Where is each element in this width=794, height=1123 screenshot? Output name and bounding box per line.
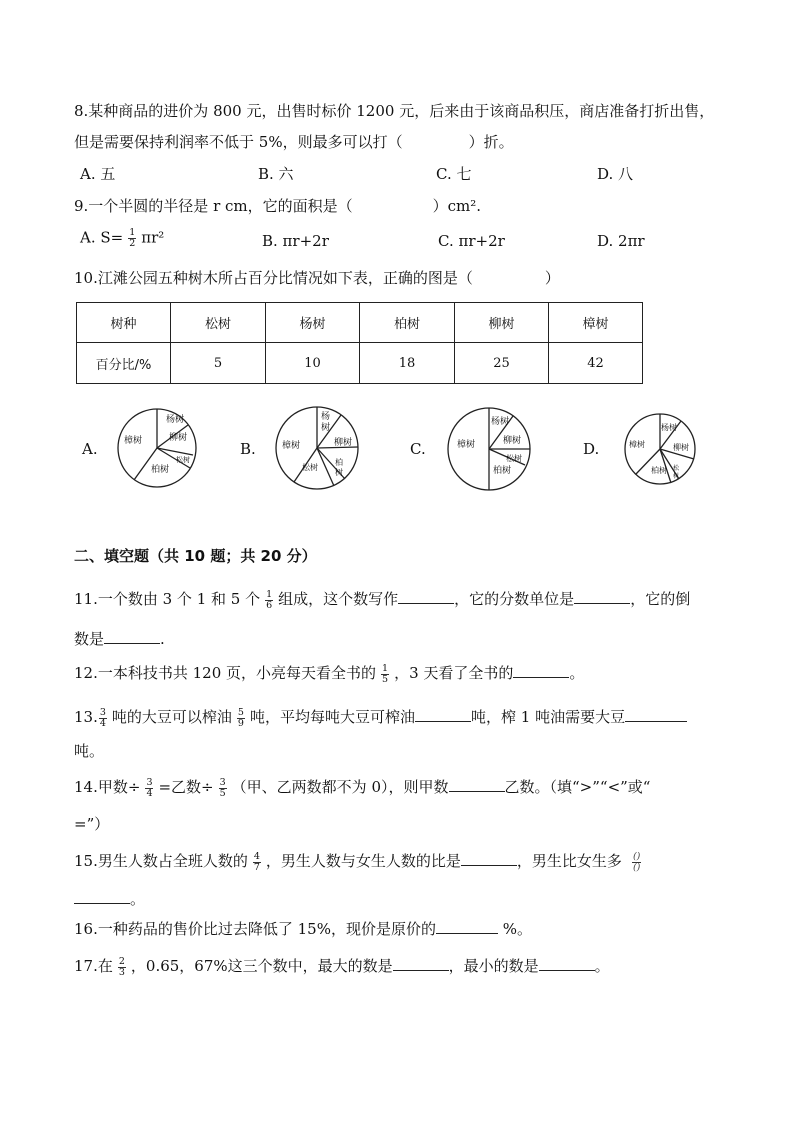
pie-label-bai-a: 柏 [335, 458, 343, 467]
q9-option-a-formula: πr² [141, 228, 165, 247]
q10-option-c[interactable]: C. [410, 440, 426, 458]
fraction-denominator: 5 [382, 673, 389, 685]
q8-line1: 8.某种商品的进价为 800 元，出售时标价 1200 元，后来由于该商品积压，商店准备打折出售， [74, 102, 715, 120]
table-header-cell: 柳树 [455, 303, 549, 343]
q8-line2 [74, 131, 514, 152]
q14-line2: =”） [74, 815, 110, 833]
pie-label-yang: 杨树 [166, 415, 185, 425]
q10-stem [74, 267, 560, 288]
q9-stem-text: 9.一个半圆的半径是 r cm，它的面积是（ [74, 197, 353, 215]
q11-text: 数是 [74, 630, 105, 648]
q9-option-b[interactable]: B. πr+2r [262, 232, 329, 250]
pie-label-bai: 柏树 [493, 466, 512, 476]
q10-stem-text: 10.江滩公园五种树木所占百分比情况如下表，正确的图是（ [74, 269, 473, 287]
fraction-denominator: 6 [266, 599, 273, 611]
q8-option-a[interactable]: A. 五 [80, 165, 116, 183]
fraction-numerator: 5 [237, 706, 244, 718]
fraction [99, 708, 107, 729]
pie-label-zhang: 樟树 [124, 436, 143, 446]
tree-percentage-table [76, 302, 643, 384]
pie-label-liu: 柳树 [334, 438, 353, 448]
q16-line [74, 918, 532, 939]
q13-line2: 吨。 [74, 742, 105, 760]
answer-blank[interactable] [436, 919, 498, 934]
fraction-denominator: 5 [219, 787, 226, 799]
q16-text: 16.一种药品的售价比过去降低了 15%，现价是原价的 [74, 920, 436, 938]
q11-text: 组成，这个数写作 [278, 590, 399, 608]
q11-text: ，它的分数单位是 [454, 590, 575, 608]
pie-label-zhang: 樟树 [457, 440, 476, 450]
table-header-cell: 松树 [171, 303, 266, 343]
table-cell: 18 [360, 343, 455, 384]
fraction-denominator: 9 [237, 717, 244, 729]
answer-blank[interactable] [415, 707, 471, 722]
table-header-cell: 樟树 [549, 303, 643, 343]
fraction-numerator: 3 [146, 776, 153, 788]
pie-label-bai-b: 树 [335, 468, 343, 477]
answer-blank[interactable] [449, 777, 505, 792]
q15-line1 [74, 850, 646, 873]
fraction-denominator: 3 [118, 966, 125, 978]
table-header-cell: 柏树 [360, 303, 455, 343]
q8-option-d[interactable]: D. 八 [597, 165, 634, 183]
q10-option-a[interactable]: A. [82, 440, 98, 458]
answer-blank[interactable] [625, 707, 687, 722]
fraction-numerator: 3 [219, 776, 226, 788]
pie-chart-a[interactable] [114, 405, 200, 491]
fraction [253, 852, 261, 873]
q13-text: 吨的大豆可以榨油 [111, 708, 232, 726]
section-title: 二、填空题（共 10 题；共 20 分） [74, 547, 317, 565]
table-cell: 42 [549, 343, 643, 384]
q12-text: 。 [569, 664, 585, 682]
q15-text: ，男生人数与女生人数的比是 [265, 852, 461, 870]
pie-label-liu: 柳树 [503, 436, 522, 446]
pie-label-yang: 杨树 [661, 423, 677, 432]
pie-chart-c[interactable] [443, 403, 535, 495]
answer-blank[interactable] [539, 956, 595, 971]
q17-text: ，0.65，67%这三个数中，最大的数是 [130, 957, 393, 975]
pie-label-zhang: 樟树 [282, 441, 301, 451]
q12-text: 12.一本科技书共 120 页，小亮每天看全书的 [74, 664, 377, 682]
fraction-numerator: 1 [266, 588, 273, 600]
pie-label-bai: 柏树 [651, 466, 667, 475]
pie-label-yang-a: 杨 [321, 412, 331, 422]
pie-chart-b[interactable] [272, 403, 362, 493]
q12-line [74, 662, 584, 685]
q15-line2 [74, 888, 145, 909]
answer-blank[interactable] [74, 889, 130, 904]
q9-option-a-label: A. S= [80, 228, 124, 247]
table-header-cell: 树种 [77, 303, 171, 343]
q14-text: =乙数÷ [158, 778, 214, 796]
q13-text: 吨，平均每吨大豆可榨油 [249, 708, 415, 726]
fraction-denominator: 7 [253, 861, 260, 873]
fraction [265, 590, 273, 611]
q8-option-c[interactable]: C. 七 [436, 165, 472, 183]
q8-option-b[interactable]: B. 六 [258, 165, 294, 183]
q15-text: 。 [130, 890, 146, 908]
fraction-denominator: 2 [129, 238, 136, 249]
answer-blank[interactable] [574, 589, 630, 604]
q10-option-b[interactable]: B. [240, 440, 256, 458]
q17-line [74, 955, 610, 978]
pie-label-song: 松树 [176, 456, 190, 464]
fraction-numerator: 2 [118, 955, 125, 967]
q11-line1 [74, 588, 690, 611]
table-cell: 5 [171, 343, 266, 384]
table-cell: 25 [455, 343, 549, 384]
table-header-row [77, 303, 643, 343]
fraction [118, 957, 126, 978]
q13-text: 吨，榨 1 吨油需要大豆 [470, 708, 626, 726]
q14-text: （甲、乙两数都不为 0），则甲数 [231, 778, 449, 796]
q13-text: 13. [74, 708, 98, 726]
q12-text: ，3 天看了全书的 [394, 664, 514, 682]
q9-option-a[interactable] [80, 228, 164, 249]
pie-label-song-b: 树 [673, 473, 680, 480]
fraction [381, 664, 389, 685]
fraction [128, 228, 136, 249]
fraction-denominator: () [632, 861, 641, 873]
table-row-label: 百分比/% [77, 343, 171, 384]
fraction-numerator: 3 [99, 706, 106, 718]
q11-line2 [74, 628, 165, 649]
fraction-numerator: 4 [253, 850, 260, 862]
q14-text: 乙数。（填“>”“<”或“ [504, 778, 651, 796]
answer-blank[interactable] [104, 629, 160, 644]
fraction [237, 708, 245, 729]
q8-stem-end: ）折。 [468, 133, 514, 151]
placeholder-fraction [632, 852, 641, 873]
q11-text: 11.一个数由 3 个 1 和 5 个 [74, 590, 261, 608]
pie-label-zhang: 樟树 [629, 440, 645, 449]
pie-divider [134, 448, 157, 480]
q15-text: 15.男生人数占全班人数的 [74, 852, 248, 870]
answer-blank[interactable] [461, 851, 517, 866]
answer-blank[interactable] [393, 956, 449, 971]
fraction-numerator: 1 [382, 662, 389, 674]
table-row [77, 343, 643, 384]
table-cell: 10 [266, 343, 360, 384]
q8-stem: 但是需要保持利润率不低于 5%，则最多可以打（ [74, 133, 403, 151]
fraction-denominator: 4 [146, 787, 153, 799]
table-header-cell: 杨树 [266, 303, 360, 343]
q17-text: ，最小的数是 [448, 957, 539, 975]
answer-blank[interactable] [513, 663, 569, 678]
pie-label-song: 松树 [506, 454, 522, 463]
pie-label-song: 松树 [302, 463, 318, 472]
q10-option-d[interactable]: D. [583, 440, 600, 458]
pie-label-song-a: 松 [673, 465, 680, 472]
fraction-denominator: 4 [99, 717, 106, 729]
q9-option-d[interactable]: D. 2πr [597, 232, 645, 250]
q17-text: 。 [594, 957, 610, 975]
pie-divider [317, 448, 334, 486]
fraction [145, 778, 153, 799]
q13-line1 [74, 706, 687, 729]
q9-stem-end: ）cm². [432, 197, 482, 215]
q11-text: . [160, 630, 165, 648]
fraction [219, 778, 227, 799]
pie-chart-d[interactable] [621, 410, 699, 488]
pie-label-bai: 柏树 [151, 465, 170, 475]
pie-label-liu: 柳树 [673, 443, 689, 452]
q9-option-c[interactable]: C. πr+2r [438, 232, 505, 250]
q15-text: ，男生比女生多 [516, 852, 622, 870]
q11-text: ，它的倒 [630, 590, 691, 608]
fraction-numerator: 1 [129, 227, 136, 238]
pie-label-yang: 杨树 [491, 417, 510, 427]
answer-blank[interactable] [398, 589, 454, 604]
q14-text: 14.甲数÷ [74, 778, 141, 796]
pie-label-yang-b: 树 [321, 423, 331, 433]
q9-stem [74, 195, 481, 216]
q16-text: %。 [497, 920, 532, 938]
q14-line1 [74, 776, 650, 799]
pie-label-liu: 柳树 [169, 433, 188, 443]
fraction-numerator: () [632, 850, 641, 862]
q10-stem-end: ） [544, 269, 560, 287]
q17-text: 17.在 [74, 957, 113, 975]
